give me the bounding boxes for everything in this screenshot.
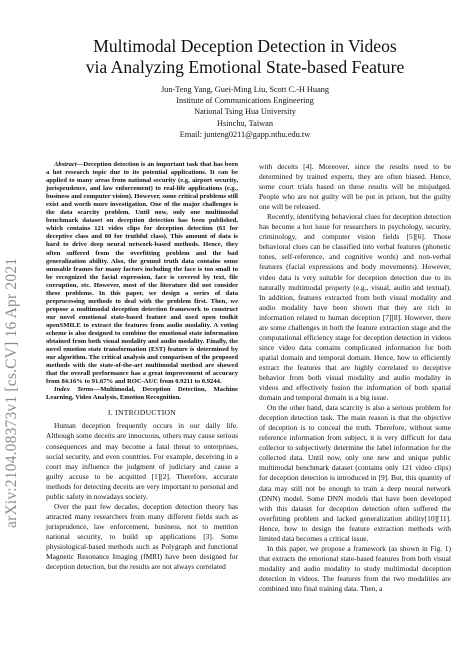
index-terms xyxy=(46,386,238,402)
arxiv-identifier: arXiv:2104.08373v1 [cs.CV] 16 Apr 2021 xyxy=(3,257,20,528)
title-line-1: Multimodal Deception Detection in Videos xyxy=(93,36,397,56)
left-column xyxy=(46,161,238,572)
author-affiliation: Institute of Communications Engineering xyxy=(176,96,314,106)
title-line-2: via Analyzing Emotional State-based Feature xyxy=(85,56,405,77)
author-university: National Tsing Hua University xyxy=(194,107,296,117)
right-paragraph-2: Recently, identifying behavioral clues for deception detection has become a hot issue for researchers in psychology, security, criminology, and computer vision fields [5][6]. Those behavioral clues can be classified into verbal features (phonetic tones, self-reference, and cognitive words) and non-verbal features (facial expressions and body movements). However, video data is very suitable for deception detection due to its naturally multimodal property (e.g., visual, audio and textual). In addition, features extracted from both visual modality and audio modality have been shown that they are rich in information related to human deception [7][8]. However, there are some challenges in both the feature extraction stage and the computational efficiency stage for deception detection in videos since video data contains complicated information for both spatial domain and temporal domain. Hence, how to efficiently extract the features that are highly correlated to deceptive behavior from both visual modality and audio modality in videos and effectively fusion the information of both spatial domain and temporal domain is a big issue. xyxy=(259,212,451,403)
index-terms-text: —Multimodal, Deception Detection, Machine Learning, Video Analysis, Emotion Recognition. xyxy=(46,386,238,402)
abstract xyxy=(46,161,238,386)
author-email: Email: junteng0211@gapp.nthu.edu.tw xyxy=(179,129,311,139)
author-names: Jun-Teng Yang, Guei-Ming Liu, Scott C.-H Huang xyxy=(160,85,330,94)
index-terms-lead: Index Terms xyxy=(54,386,94,394)
author-block xyxy=(40,84,450,140)
right-column xyxy=(259,162,451,594)
author-location: Hsinchu, Taiwan xyxy=(217,118,273,128)
right-paragraph-1: with deceits [4]. Moreover, since the results need to be determined by trained experts, they are often biased. Hence, some court trials based on these results will be misjudged. People who are not guilty will be put in prison, but the guilty one will be released. xyxy=(259,162,451,212)
section-heading-introduction: I. INTRODUCTION xyxy=(107,408,177,418)
intro-paragraph-2: Over the past few decades, deception detection theory has attracted many researchers from many different fields such as jurisprudence, law enforcement, business, not to mention national security, to build up applications [3]. Some physiological-based methods such as Polygraph and functional Magnetic Resonance Imaging (fMRI) have been designed for deception detection, but the results are not always correlated xyxy=(46,501,238,572)
right-paragraph-3: On the other hand, data scarcity is also a serious problem for deception detection task. The main reason is that the objective of deception is to conceal the truth. Therefore, without some reference information from subject, it is very difficult for data collector to subjectively determine the label information for the collected data. Until now, only one new and unique public multimodal benchmark dataset (contains only 121 video clips) for deception detection is introduced in [9]. But, this quantity of data may still not be enough to train a deep neural network (DNN) model. Some DNN models that have been developed with this dataset for deception detection often suffered the overfitting problem and lacked generalization ability[10][11]. Hence, how to design the feature extraction methods with limited data becomes a critical issue. xyxy=(259,403,451,543)
abstract-text: —Deception detection is an important task that has been a hot research topic due to its potential applications. It can be applied to many areas from national security (e.g, airport security, jurisprudence, and law enforcement) to real-life applications (e.g., business and computer vision). However, some critical problems still exist and worth more investigation. One of the major challenges is the data scarcity problem. Until now, only one multimodal benchmark dataset on deception detection has been published, which contains 121 video clips for deception detection (61 for deceptive class and 60 for truthful class). This amount of data is hard to drive deep neural network-based methods. Hence, they often suffered from the overfitting problem and the bad generalization ability. Also, the ground truth data contains some unusable frames for many factors including the face is too small to be recognized the facial expression, face is covered by text, file corruption, etc. However, most of the literature did not consider these problems. In this paper, we design a series of data preprocessing methods to deal with the problem first. Then, we propose a multimodal deception detection framework to construct our novel emotional state-based feature and used open toolkit openSMILE to extract the features from audio modality. A voting scheme is also designed to combine the emotional state information obtained from both visual modality and audio modality. Finally, the novel emotion state transformation (EST) feature is determined by our algorithm. The critical analysis and comparison of the proposed methods with the state-of-the-art multimodal method are showed that the overall performance has a great improvement of accuracy from 84.16% to 91.67% and ROC-AUC from 0.9211 to 0.9244. xyxy=(46,161,238,386)
intro-paragraph-1: Human deception frequently occurs in our daily life. Although some deceits are innocuous, others may cause serious consequences and may become a fatal threat to enterprises, social security, and even countries. For example, deceiving in a court may influence the judgment of judiciary and cause a guilty accuse to be acquitted [1][2]. Therefore, accurate methods for detecting deceits are very important to personal and public safety in nowadays society. xyxy=(46,421,238,501)
right-paragraph-4: In this paper, we propose a framework (as shown in Fig. 1) that extracts the emotional state-based features from both visual modality and audio modality to study multimodal deception detection in videos. The features from the two modalities are combined into final training data. Then, a xyxy=(259,543,451,593)
paper-title xyxy=(40,36,450,77)
abstract-lead: Abstract xyxy=(54,161,77,168)
